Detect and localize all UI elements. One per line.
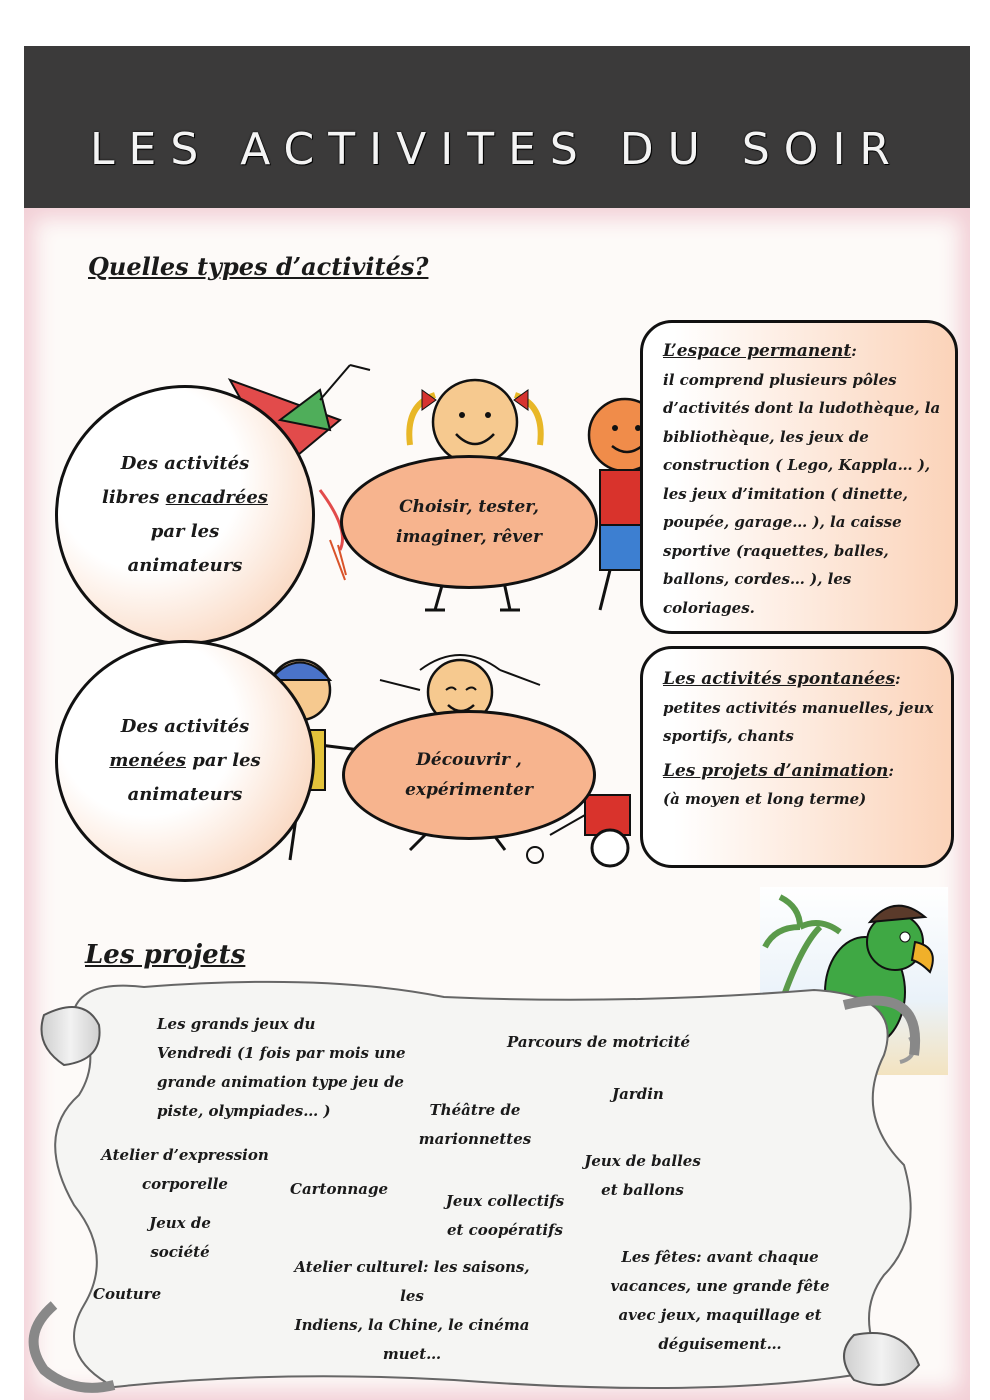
box1-line: sportive (raquettes, balles, xyxy=(663,541,889,560)
project-line: Les grands jeux du xyxy=(157,1015,316,1033)
circle1-line: Des activités xyxy=(120,453,250,474)
project-line: corporelle xyxy=(142,1175,228,1193)
project-balles xyxy=(570,1147,715,1205)
box1-line: les jeux d’imitation ( dinette, xyxy=(663,484,908,503)
box1-line: ballons, cordes… ), les coloriages. xyxy=(663,570,852,617)
project-line: et coopératifs xyxy=(446,1221,563,1239)
title-banner xyxy=(24,46,970,208)
led-activities-circle xyxy=(55,640,315,882)
circle1-line: animateurs xyxy=(127,555,243,576)
circle1-underlined-word: encadrées xyxy=(165,487,268,508)
box2-line: (à moyen et long terme) xyxy=(663,790,867,808)
project-line: Jeux de xyxy=(149,1214,211,1232)
project-line: grande animation type jeu de xyxy=(157,1073,404,1091)
project-line: Atelier d’expression xyxy=(101,1146,269,1164)
animation-projects-title: Les projets d’animation xyxy=(663,760,889,781)
box1-line: il comprend plusieurs pôles xyxy=(663,370,897,389)
project-couture: Couture xyxy=(93,1285,162,1303)
project-line: Les fêtes: avant chaque xyxy=(621,1248,819,1266)
project-line: piste, olympiades… ) xyxy=(157,1102,331,1120)
project-line: avec jeux, maquillage et xyxy=(618,1306,822,1324)
project-theatre xyxy=(410,1096,540,1154)
project-line: et ballons xyxy=(601,1181,684,1199)
project-line: Théâtre de xyxy=(429,1101,521,1119)
project-expression xyxy=(100,1141,270,1199)
box2-line: sportifs, chants xyxy=(663,727,794,745)
circle2-underlined-word: menées xyxy=(109,750,186,771)
project-parcours: Parcours de motricité xyxy=(507,1033,691,1051)
box2-line: petites activités manuelles, jeux xyxy=(663,698,934,717)
oval2-line: Découvrir , xyxy=(416,750,522,770)
box1-line: d’activités dont la ludothèque, la xyxy=(663,399,941,417)
oval2-line: expérimenter xyxy=(405,780,533,800)
project-jardin: Jardin xyxy=(612,1085,664,1103)
discover-oval xyxy=(342,710,596,840)
project-cartonnage: Cartonnage xyxy=(290,1180,389,1198)
project-line: déguisement… xyxy=(658,1335,782,1353)
project-fetes xyxy=(605,1243,835,1359)
choose-test-oval xyxy=(340,455,598,589)
project-culturel xyxy=(282,1253,542,1369)
project-line: muet… xyxy=(382,1345,442,1363)
project-line: Jeux collectifs xyxy=(445,1192,565,1210)
section-heading-activities: Quelles types d’activités? xyxy=(88,252,429,281)
project-grands-jeux xyxy=(157,1010,406,1126)
circle2-line: animateurs xyxy=(127,784,243,805)
box1-line: construction ( Lego, Kappla… ), xyxy=(663,456,931,474)
circle2-line: Des activités xyxy=(120,716,250,737)
circle2-line: par les xyxy=(192,750,261,771)
permanent-space-box: L’espace permanent: il comprend plusieurs pôles d’activités dont la ludothèque, la bibliothèque, les jeux de construction ( Lego, Kappla… ), les jeux d’imitation ( dinette, poupée, garage… ), la caisse sportive (raquettes, balles, ballons, cordes… ), les coloriages. xyxy=(640,320,958,634)
free-activities-circle xyxy=(55,385,315,645)
project-line: vacances, une grande fête xyxy=(610,1277,830,1295)
circle1-line: par les xyxy=(150,521,220,542)
spontaneous-activities-box: Les activités spontanées: petites activités manuelles, jeux sportifs, chants Les projets d’animation: (à moyen et long terme) xyxy=(640,646,954,868)
project-line: marionnettes xyxy=(418,1130,532,1148)
circle1-line: libres xyxy=(102,487,160,508)
box1-line: bibliothèque, les jeux de xyxy=(663,427,869,446)
spontaneous-title: Les activités spontanées xyxy=(663,669,896,689)
project-line: Indiens, la Chine, le cinéma xyxy=(294,1316,530,1334)
project-line: société xyxy=(150,1243,210,1261)
box1-line: poupée, garage… ), la caisse xyxy=(663,513,902,531)
project-societe xyxy=(130,1209,230,1267)
project-line: Jeux de balles xyxy=(584,1152,701,1170)
project-collectifs xyxy=(440,1187,570,1245)
project-line: Atelier culturel: les saisons, les xyxy=(294,1258,530,1305)
page-title: LES ACTIVITES DU SOIR xyxy=(90,124,904,175)
oval1-line: imaginer, rêver xyxy=(396,527,542,547)
project-line: Vendredi (1 fois par mois une xyxy=(157,1044,406,1062)
permanent-space-title: L’espace permanent xyxy=(663,341,852,361)
oval1-line: Choisir, tester, xyxy=(399,497,539,517)
section-heading-projects: Les projets xyxy=(85,940,246,970)
